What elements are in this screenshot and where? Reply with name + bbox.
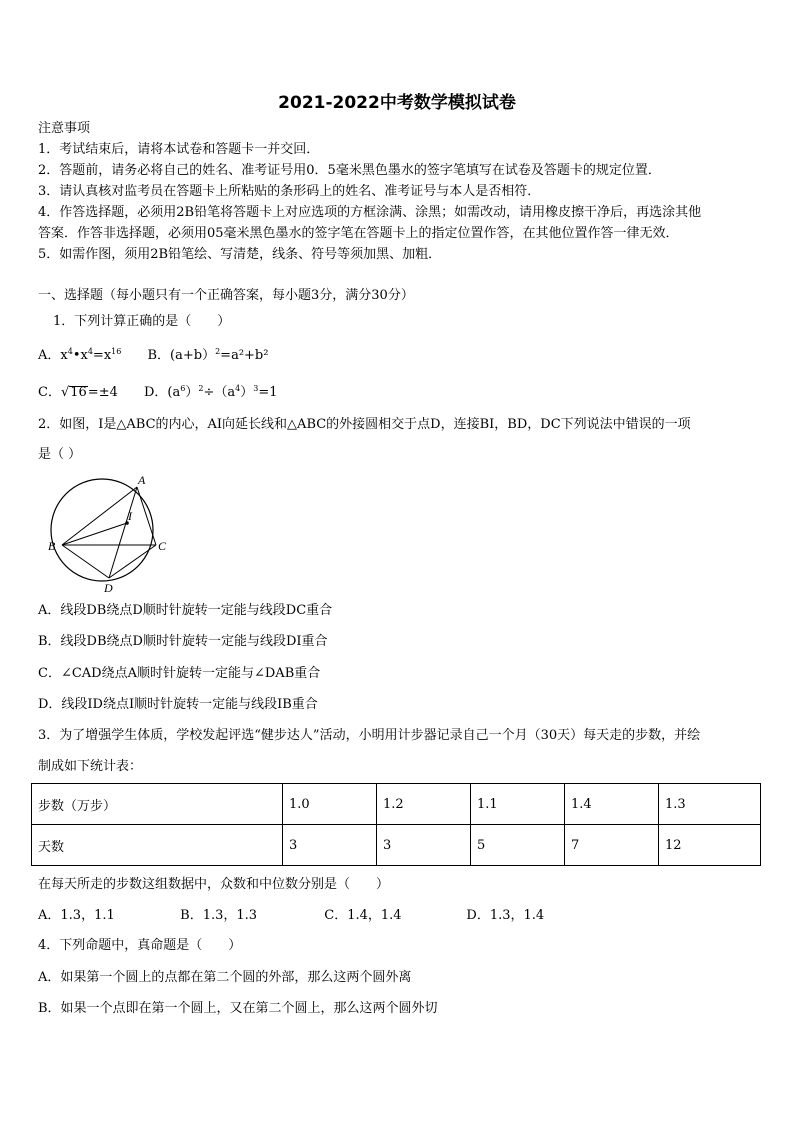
q1-option-c: C．√16=±4	[38, 385, 118, 400]
notice-item: 1．考试结束后，请将本试卷和答题卡一并交回．	[38, 142, 320, 157]
segment-bd	[62, 545, 109, 578]
q1-option-d: D．$(a^6)^2\div(a^4)^3=1$	[144, 384, 278, 400]
table-cell: 1.0	[283, 784, 377, 825]
q3-stem-cont: 制成如下统计表：	[38, 759, 143, 774]
q3-option-b: B．1.3，1.3	[180, 908, 258, 923]
q2-option-c: C．∠CAD绕点A顺时针旋转一定能与∠DAB重合	[38, 666, 321, 681]
q1-option-a: A．$x^4•x^4=x^{16}$	[38, 347, 122, 363]
table-cell: 5	[471, 825, 565, 866]
table-row	[32, 825, 761, 866]
label-c: C	[158, 539, 167, 553]
notice-item: 2．答题前，请务必将自己的姓名、准考证号用0．5毫米黑色墨水的签字笔填写在试卷及答题卡的规定位置．	[38, 163, 661, 178]
q1-options-row2	[38, 381, 277, 401]
label-b: B	[48, 539, 56, 553]
q3-stem: 3．为了增强学生体质，学校发起评选“健步达人”活动，小明用计步器记录自己一个月（30天）每天走的步数，并绘	[38, 728, 701, 743]
q3-option-a: A．1.3，1.1	[38, 908, 115, 923]
table-cell: 12	[659, 825, 761, 866]
q4-stem: 4．下列命题中，真命题是（ ）	[38, 938, 242, 953]
segment-ab	[62, 487, 137, 545]
notice-item: 3．请认真核对监考员在答题卡上所粘贴的条形码上的姓名、准考证号与本人是否相符．	[38, 184, 541, 199]
table-cell: 1.1	[471, 784, 565, 825]
sqrt-symbol: √	[60, 385, 70, 400]
q2-option-b: B．线段DB绕点D顺时针旋转一定能与线段DI重合	[38, 634, 328, 649]
notice-item: 5．如需作图，须用2B铅笔绘、写清楚，线条、符号等须加黑、加粗．	[38, 247, 442, 262]
table-cell: 3	[377, 825, 471, 866]
q4-option-b: B．如果一个点即在第一个圆上，又在第二个圆上，那么这两个圆外切	[38, 1001, 438, 1016]
q4-option-a: A．如果第一个圆上的点都在第二个圆的外部，那么这两个圆外离	[38, 970, 412, 985]
q1-stem: 1．下列计算正确的是（ ）	[53, 314, 231, 329]
notice-heading: 注意事项	[38, 121, 91, 136]
q3-options	[38, 908, 544, 924]
q2-stem: 2．如图，I是△ABC的内心，AI向延长线和△ABC的外接圆相交于点D，连接BI，BD，DC下列说法中错误的一项	[38, 417, 691, 432]
table-cell: 1.2	[377, 784, 471, 825]
q1-options-row1	[38, 344, 268, 364]
notice-item: 答案．作答非选择题，必须用05毫米黑色墨水的签字笔在答题卡上的指定位置作答，在其他位置作答一律无效．	[38, 226, 679, 241]
table-cell: 3	[283, 825, 377, 866]
notice-item: 4．作答选择题，必须用2B铅笔将答题卡上对应选项的方框涂满、涂黑；如需改动，请用橡皮擦干净后，再选涂其他	[38, 205, 702, 220]
q2-stem-cont: 是（ ）	[38, 447, 82, 462]
table-cell: 1.4	[565, 784, 659, 825]
steps-table	[31, 783, 761, 866]
q1-option-b: B．(a+b）$^2$=a²+b²	[147, 347, 269, 363]
segment-bi	[62, 523, 127, 545]
table-cell: 1.3	[659, 784, 761, 825]
label-d: D	[104, 581, 113, 595]
q3-option-d: D．1.3，1.4	[466, 908, 545, 923]
page-title: 2021-2022中考数学模拟试卷	[278, 93, 516, 113]
q2-option-d: D．线段ID绕点I顺时针旋转一定能与线段IB重合	[38, 697, 318, 712]
circle-diagram	[44, 470, 180, 598]
label-i: I	[128, 509, 132, 523]
circumcircle	[51, 479, 153, 581]
segment-ad	[109, 487, 137, 578]
table-cell: 7	[565, 825, 659, 866]
segment-dc	[109, 545, 156, 578]
table-cell: 天数	[32, 825, 283, 866]
label-a: A	[138, 473, 146, 487]
q3-option-c: C．1.4，1.4	[324, 908, 402, 923]
q3-question: 在每天所走的步数这组数据中，众数和中位数分别是（ ）	[38, 877, 390, 892]
table-cell: 步数（万步）	[32, 784, 283, 825]
q2-option-a: A．线段DB绕点D顺时针旋转一定能与线段DC重合	[38, 603, 333, 618]
section-heading: 一、选择题（每小题只有一个正确答案，每小题3分，满分30分）	[38, 288, 414, 303]
table-row	[32, 784, 761, 825]
segment-ac	[137, 487, 156, 545]
